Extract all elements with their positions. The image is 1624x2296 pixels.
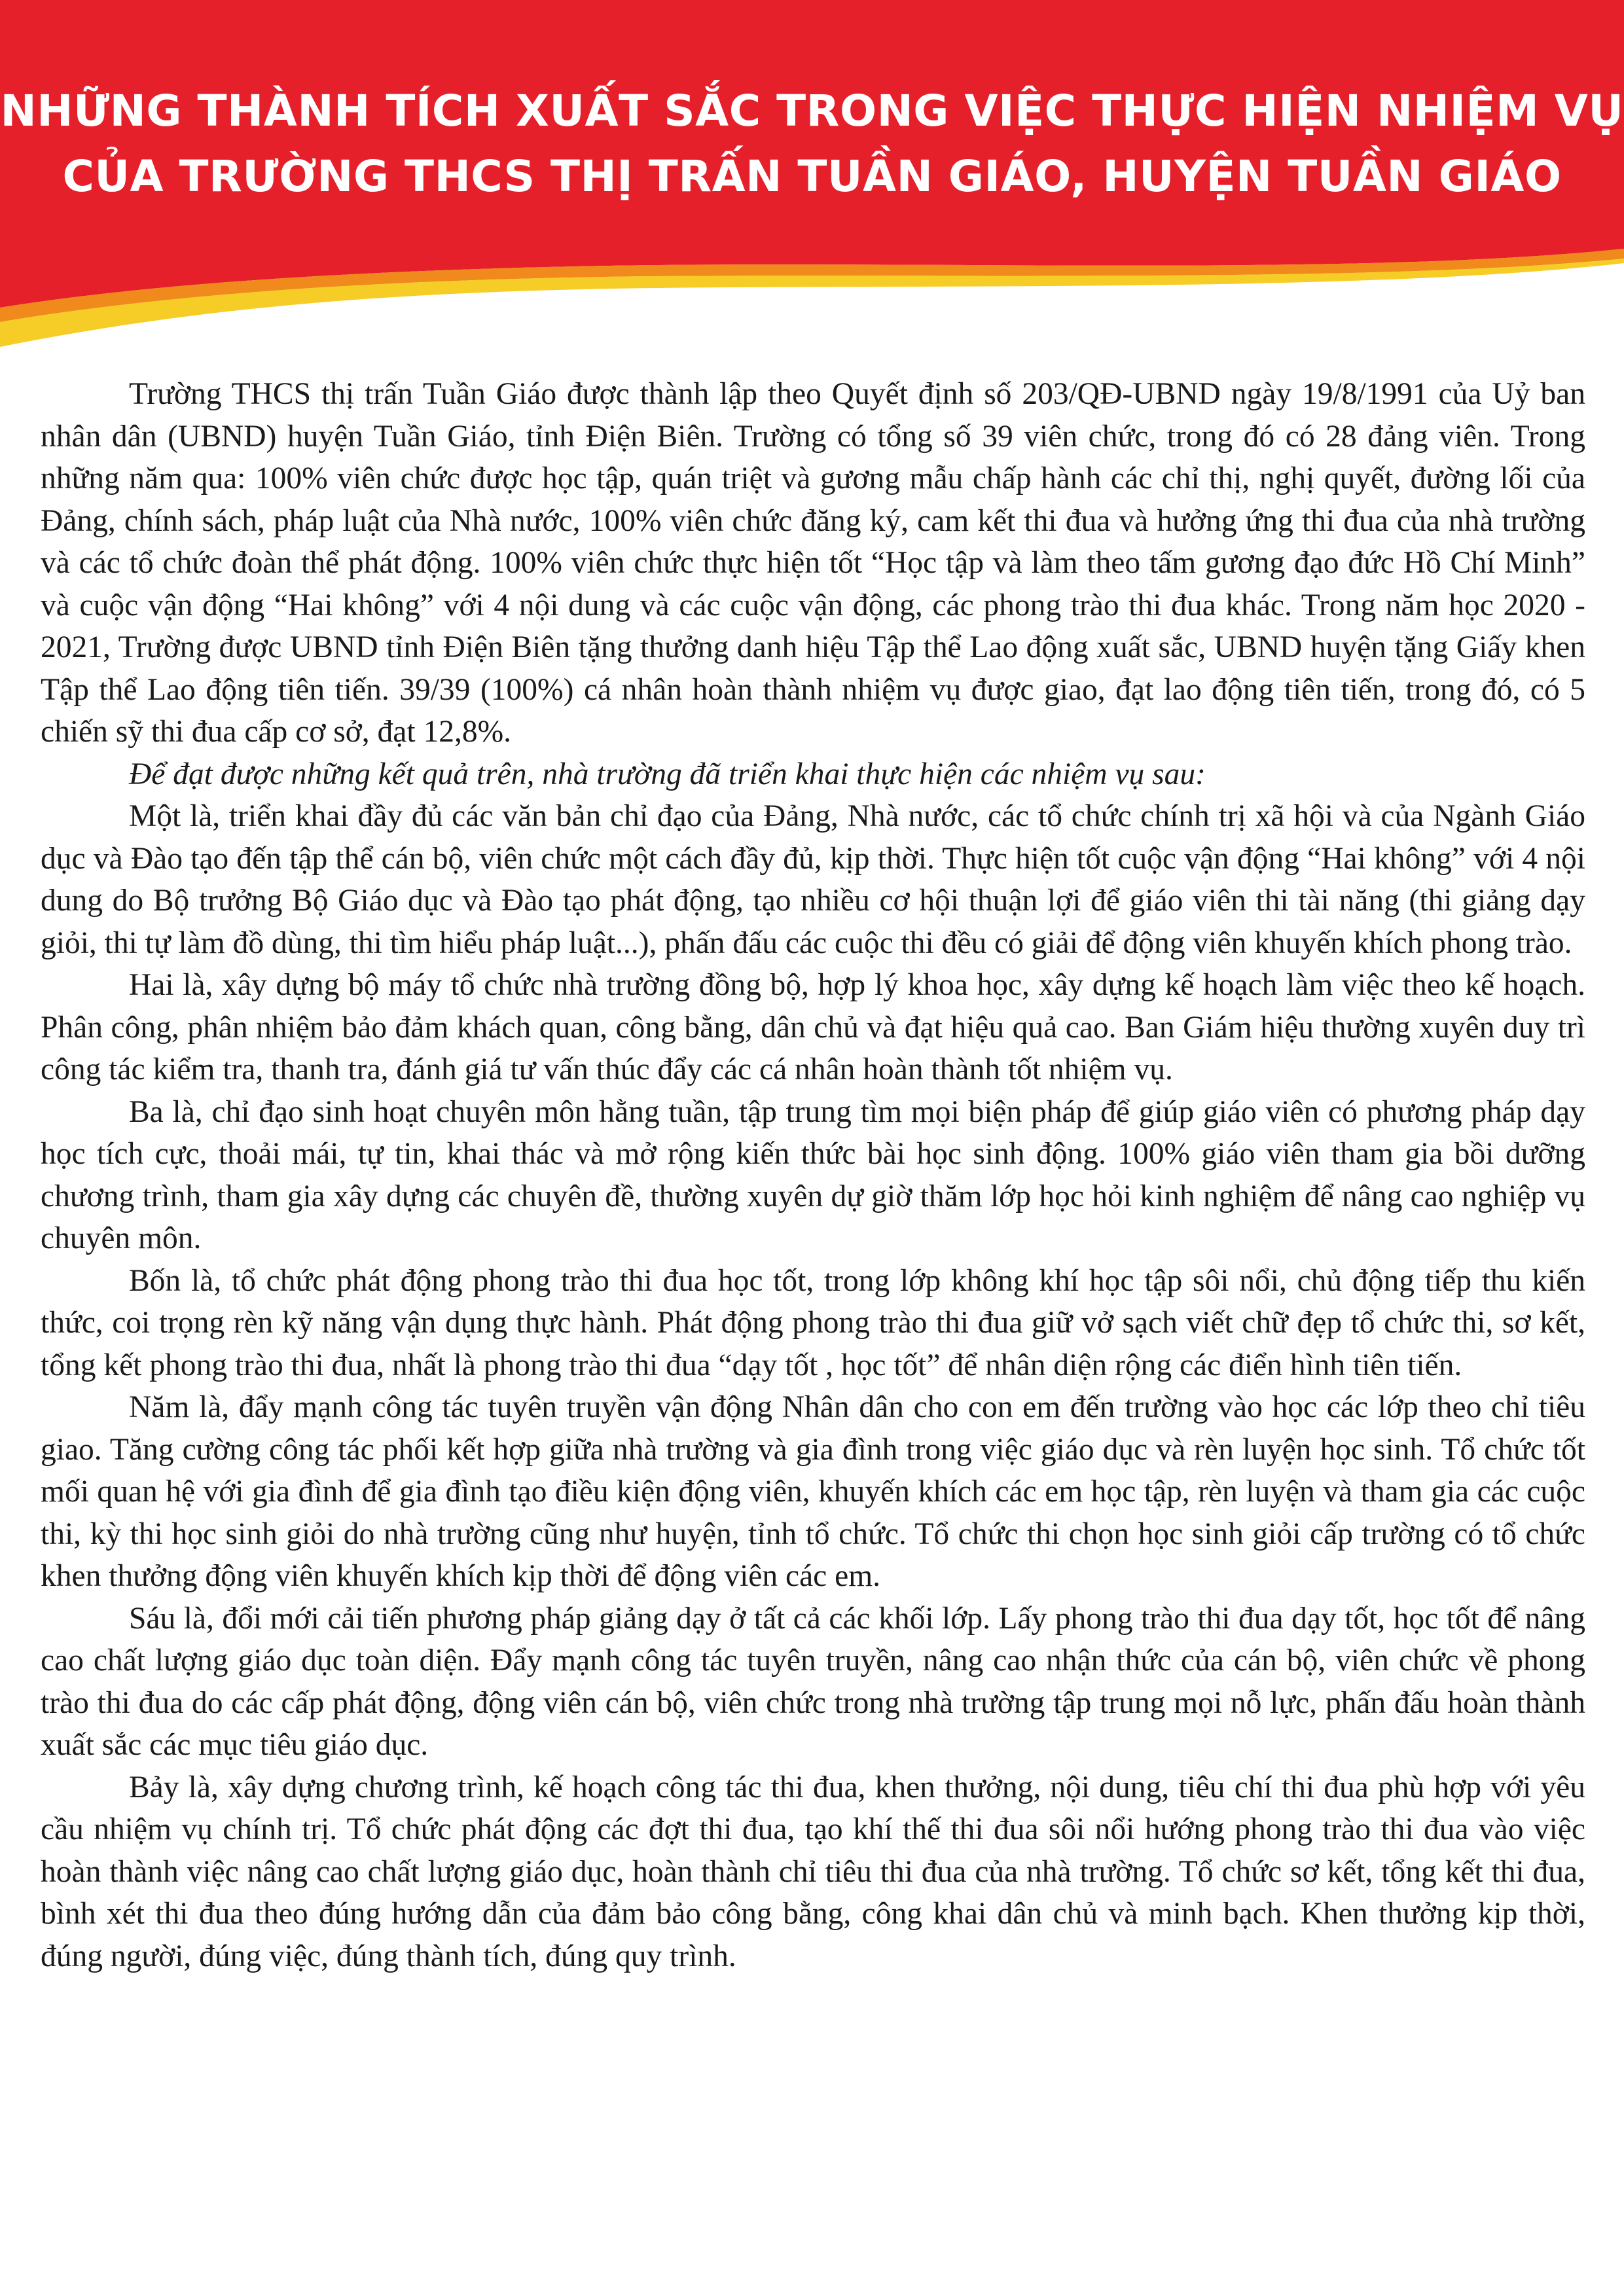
paragraph-task-3: Ba là, chỉ đạo sinh hoạt chuyên môn hằng tuần, tập trung tìm mọi biện pháp để giúp giáo viên có phương pháp dạy học tích cực, thoải mái, tự tin, khai thác và mở rộng kiến thức bài học sinh động. 100% giáo viên tham gia bồi dưỡng chương trình, tham gia xây dựng các chuyên đề, thường xuyên dự giờ thăm lớp học hỏi kinh nghiệm để nâng cao nghiệp vụ chuyên môn. bbox=[41, 1094, 1585, 1255]
paragraph-task-6: Sáu là, đổi mới cải tiến phương pháp giảng dạy ở tất cả các khối lớp. Lấy phong trào thi đua dạy tốt, học tốt để nâng cao chất lượng giáo dục toàn diện. Đẩy mạnh công tác tuyên truyền, nâng cao nhận thức của cán bộ, viên chức về phong trào thi đua do các cấp phát động, động viên cán bộ, viên chức trong nhà trường tập trung mọi nỗ lực, phấn đấu hoàn thành xuất sắc các mục tiêu giáo dục. bbox=[41, 1601, 1585, 1762]
paragraph-task-2: Hai là, xây dựng bộ máy tổ chức nhà trường đồng bộ, hợp lý khoa học, xây dựng kế hoạch làm việc theo kế hoạch. Phân công, phân nhiệm bảo đảm khách quan, công bằng, dân chủ và đạt hiệu quả cao. Ban Giám hiệu thường xuyên duy trì công tác kiểm tra, thanh tra, đánh giá tư vấn thúc đẩy các cá nhân hoàn thành tốt nhiệm vụ. bbox=[41, 968, 1585, 1086]
paragraph-task-4: Bốn là, tổ chức phát động phong trào thi đua học tốt, trong lớp không khí học tập sôi nổi, chủ động tiếp thu kiến thức, coi trọng rèn kỹ năng vận dụng thực hành. Phát động phong trào thi đua giữ vở sạch viết chữ đẹp tổ chức thi, sơ kết, tổng kết phong trào thi đua, nhất là phong trào thi đua “dạy tốt , học tốt” để nhân diện rộng các điển hình tiên tiến. bbox=[41, 1263, 1585, 1382]
page-title-line-1: NHỮNG THÀNH TÍCH XUẤT SẮC TRONG VIỆC THỰC HIỆN NHIỆM VỤ bbox=[0, 86, 1624, 136]
header-banner bbox=[0, 0, 1624, 353]
article-body bbox=[41, 373, 1585, 1977]
paragraph-lead-in: Để đạt được những kết quả trên, nhà trường đã triển khai thực hiện các nhiệm vụ sau: bbox=[129, 757, 1206, 791]
paragraph-task-7: Bảy là, xây dựng chương trình, kế hoạch công tác thi đua, khen thưởng, nội dung, tiêu chí thi đua phù hợp với yêu cầu nhiệm vụ chính trị. Tổ chức phát động các đợt thi đua, tạo khí thế thi đua sôi nổi hướng phong trào thi đua vào việc hoàn thành việc nâng cao chất lượng giáo dục, hoàn thành chỉ tiêu thi đua của nhà trường. Tổ chức sơ kết, tổng kết thi đua, bình xét thi đua theo đúng hướng dẫn của đảm bảo công bằng, công khai dân chủ và minh bạch. Khen thưởng kịp thời, đúng người, đúng việc, đúng thành tích, đúng quy trình. bbox=[41, 1770, 1585, 1973]
paragraph-task-5: Năm là, đẩy mạnh công tác tuyên truyền vận động Nhân dân cho con em đến trường vào học các lớp theo chỉ tiêu giao. Tăng cường công tác phối kết hợp giữa nhà trường và gia đình trong việc giáo dục và rèn luyện học sinh. Tổ chức tốt mối quan hệ với gia đình để gia đình tạo điều kiện động viên, khuyến khích các em học tập, rèn luyện và tham gia các cuộc thi, kỳ thi học sinh giỏi do nhà trường cũng như huyện, tỉnh tổ chức. Tổ chức thi chọn học sinh giỏi cấp trường có tổ chức khen thưởng động viên khuyến khích kịp thời để động viên các em. bbox=[41, 1390, 1585, 1593]
page-title-line-2: CỦA TRƯỜNG THCS THỊ TRẤN TUẦN GIÁO, HUYỆN TUẦN GIÁO bbox=[62, 151, 1562, 202]
paragraph-intro: Trường THCS thị trấn Tuần Giáo được thành lập theo Quyết định số 203/QĐ-UBND ngày 19/8/1991 của Uỷ ban nhân dân (UBND) huyện Tuần Giáo, tỉnh Điện Biên. Trường có tổng số 39 viên chức, trong đó có 28 đảng viên. Trong những năm qua: 100% viên chức được học tập, quán triệt và gương mẫu chấp hành các chỉ thị, nghị quyết, đường lối của Đảng, chính sách, pháp luật của Nhà nước, 100% viên chức đăng ký, cam kết thi đua và hưởng ứng thi đua của nhà trường và các tổ chức đoàn thể phát động. 100% viên chức thực hiện tốt “Học tập và làm theo tấm gương đạo đức Hồ Chí Minh” và cuộc vận động “Hai không” với 4 nội dung và các cuộc vận động, các phong trào thi đua khác. Trong năm học 2020 - 2021, Trường được UBND tỉnh Điện Biên tặng thưởng danh hiệu Tập thể Lao động xuất sắc, UBND huyện tặng Giấy khen Tập thể Lao động tiên tiến. 39/39 (100%) cá nhân hoàn thành nhiệm vụ được giao, đạt lao động tiên tiến, trong đó, có 5 chiến sỹ thi đua cấp cơ sở, đạt 12,8%. bbox=[41, 377, 1585, 749]
page-title bbox=[0, 79, 1624, 209]
paragraph-task-1: Một là, triển khai đầy đủ các văn bản chỉ đạo của Đảng, Nhà nước, các tổ chức chính trị xã hội và của Ngành Giáo dục và Đào tạo đến tập thể cán bộ, viên chức một cách đầy đủ, kịp thời. Thực hiện tốt cuộc vận động “Hai không” với 4 nội dung do Bộ trưởng Bộ Giáo dục và Đào tạo phát động, tạo nhiều cơ hội thuận lợi để giáo viên thi tài năng (thi giảng dạy giỏi, thi tự làm đồ dùng, thi tìm hiểu pháp luật...), phấn đấu các cuộc thi đều có giải để động viên khuyến khích phong trào. bbox=[41, 799, 1585, 960]
